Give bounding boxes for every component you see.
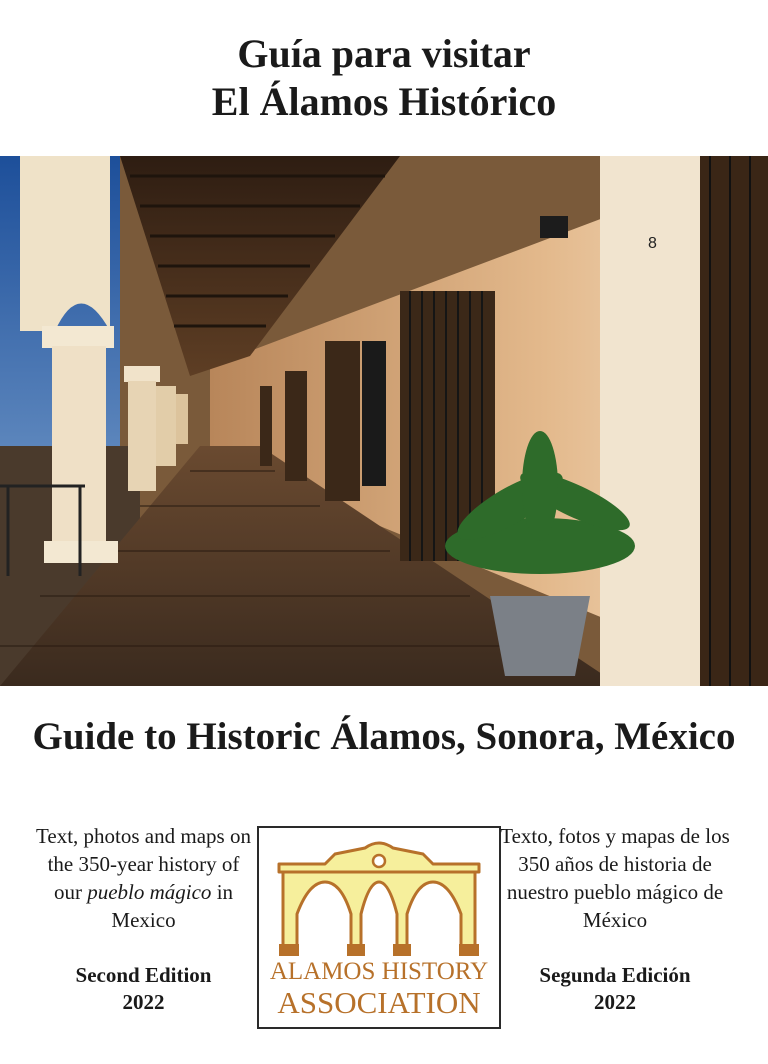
description-english-italic: pueblo mágico: [87, 880, 212, 904]
edition-spanish-year: 2022: [594, 990, 636, 1014]
edition-spanish: [500, 962, 730, 1016]
alamos-history-association-logo: [257, 826, 501, 1029]
description-spanish: [500, 822, 730, 934]
title-spanish: [0, 30, 768, 126]
description-spanish-text: Texto, fotos y mapas de los 350 años de historia de nuestro pueblo mágico de México: [500, 824, 730, 932]
title-spanish-line1: Guía para visitar: [237, 31, 531, 76]
description-english-text-end: in Mexico: [111, 880, 234, 932]
title-english: Guide to Historic Álamos, Sonora, México: [32, 715, 736, 758]
edition-spanish-label: Segunda Edición: [539, 963, 691, 987]
description-english-text: Text, photos and maps on the 350-year history of our: [36, 824, 251, 904]
title-spanish-line2: El Álamos Histórico: [211, 79, 557, 124]
edition-english: [36, 962, 251, 1016]
cover-photo-arcade: [0, 156, 768, 686]
edition-english-year: 2022: [122, 990, 165, 1014]
column-number: 8: [648, 235, 657, 252]
logo-text-line1: ALAMOS HISTORY: [269, 958, 489, 985]
edition-english-label: Second Edition: [75, 963, 212, 987]
description-english: [36, 822, 251, 934]
arcade-logo-icon: [265, 834, 493, 960]
logo-text-line2: ASSOCIATION: [277, 985, 481, 1020]
